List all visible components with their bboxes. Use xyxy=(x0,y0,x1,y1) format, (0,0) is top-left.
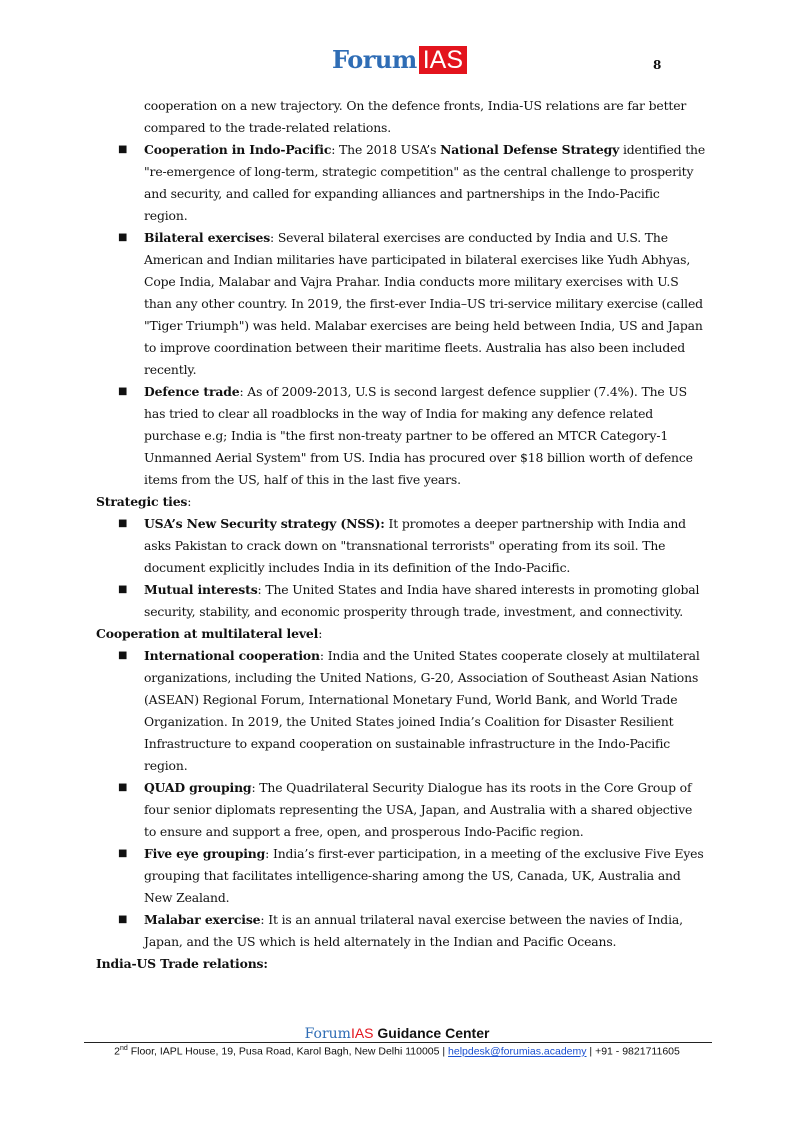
bullet-icon: ■ xyxy=(118,782,128,793)
item-title: QUAD grouping xyxy=(144,780,252,795)
item-title: Defence trade xyxy=(144,384,240,399)
footer-brand: ForumIAS Guidance Center xyxy=(304,1025,490,1042)
list-item-mutual-interests: ■ Mutual interests: The United States and India have shared interests in promoting global security, stability, and economic prosperity through trade, investment, and connectivity. xyxy=(96,579,706,623)
email-link[interactable]: helpdesk@forumias.academy xyxy=(448,1045,587,1058)
section-heading-trade: India-US Trade relations: xyxy=(96,956,268,971)
defence-list xyxy=(96,139,706,491)
bullet-icon: ■ xyxy=(118,914,128,925)
list-item-defence-trade: ■ Defence trade: As of 2009-2013, U.S is second largest defence supplier (7.4%). The US has tried to clear all roadblocks in the way of India for making any defence related purchase e.g; India is "the first non-treaty partner to be offered an MTCR Category-1 Unmanned Aerial System" from US. India has procured over $18 billion worth of defence items from the US, half of this in the last five years. xyxy=(96,381,706,491)
bullet-icon: ■ xyxy=(118,144,128,155)
document-body xyxy=(96,95,706,975)
strategic-list xyxy=(96,513,706,623)
item-title: Malabar exercise xyxy=(144,912,261,927)
item-title: USA’s New Security strategy (NSS): xyxy=(144,516,385,531)
list-item-bilateral-exercises: ■ Bilateral exercises: Several bilateral exercises are conducted by India and U.S. The American and Indian militaries have participated in bilateral exercises like Yudh Abhyas, Cope India, Malabar and Vajra Prahar. India conducts more military exercises with U.S than any other country. In 2019, the first-ever India–US tri-service military exercise (called "Tiger Triumph") was held. Malabar exercises are being held between India, US and Japan to improve coordination between their maritime fleets. Australia has also been included recently. xyxy=(96,227,706,381)
item-title: International cooperation xyxy=(144,648,320,663)
bullet-icon: ■ xyxy=(118,848,128,859)
item-title: Mutual interests xyxy=(144,582,258,597)
page-number: 8 xyxy=(653,58,662,72)
list-item-quad: ■ QUAD grouping: The Quadrilateral Security Dialogue has its roots in the Core Group of four senior diplomats representing the USA, Japan, and Australia with a shared objective to ensure and support a free, open, and prosperous Indo-Pacific region. xyxy=(96,777,706,843)
item-title: Bilateral exercises xyxy=(144,230,271,245)
multilateral-list xyxy=(96,645,706,953)
item-title: Cooperation in Indo-Pacific xyxy=(144,142,332,157)
list-item-malabar: ■ Malabar exercise: It is an annual trilateral naval exercise between the navies of India, Japan, and the US which is held alternately in the Indian and Pacific Oceans. xyxy=(96,909,706,953)
bullet-icon: ■ xyxy=(118,232,128,243)
list-item-five-eyes: ■ Five eye grouping: India’s first-ever participation, in a meeting of the exclusive Five Eyes grouping that facilitates intelligence-sharing among the US, Canada, UK, Australia and New Zealand. xyxy=(96,843,706,909)
bullet-icon: ■ xyxy=(118,518,128,529)
section-heading-multilateral: Cooperation at multilateral level: xyxy=(96,626,323,641)
forumias-logo xyxy=(332,46,467,74)
list-item-nss: ■ USA’s New Security strategy (NSS): It promotes a deeper partnership with India and asks Pakistan to crack down on "transnational terrorists" operating from its soil. The document explicitly includes India in its definition of the Indo-Pacific. xyxy=(96,513,706,579)
section-heading-strategic-ties: Strategic ties: xyxy=(96,494,192,509)
bullet-icon: ■ xyxy=(118,386,128,397)
intro-continuation: cooperation on a new trajectory. On the defence fronts, India-US relations are far better compared to the trade-related relations. xyxy=(144,98,687,135)
bullet-icon: ■ xyxy=(118,650,128,661)
bullet-icon: ■ xyxy=(118,584,128,595)
item-title: Five eye grouping xyxy=(144,846,266,861)
logo-ias-text: IAS xyxy=(419,46,467,74)
footer-divider xyxy=(84,1042,712,1043)
footer-address: 2nd Floor, IAPL House, 19, Pusa Road, Karol Bagh, New Delhi 110005 | helpdesk@forumias.academy | +91 - 9821711605 xyxy=(114,1045,680,1058)
logo-forum-text: Forum xyxy=(332,45,417,74)
list-item-international-cooperation: ■ International cooperation: India and the United States cooperate closely at multilateral organizations, including the United Nations, G-20, Association of Southeast Asian Nations (ASEAN) Regional Forum, International Monetary Fund, World Bank, and World Trade Organization. In 2019, the United States joined India’s Coalition for Disaster Resilient Infrastructure to expand cooperation on sustainable infrastructure in the Indo-Pacific region. xyxy=(96,645,706,777)
list-item-indo-pacific: ■ Cooperation in Indo-Pacific: The 2018 USA’s National Defense Strategy identified the "re-emergence of long-term, strategic competition" as the central challenge to prosperity and security, and called for expanding alliances and partnerships in the Indo-Pacific region. xyxy=(96,139,706,227)
